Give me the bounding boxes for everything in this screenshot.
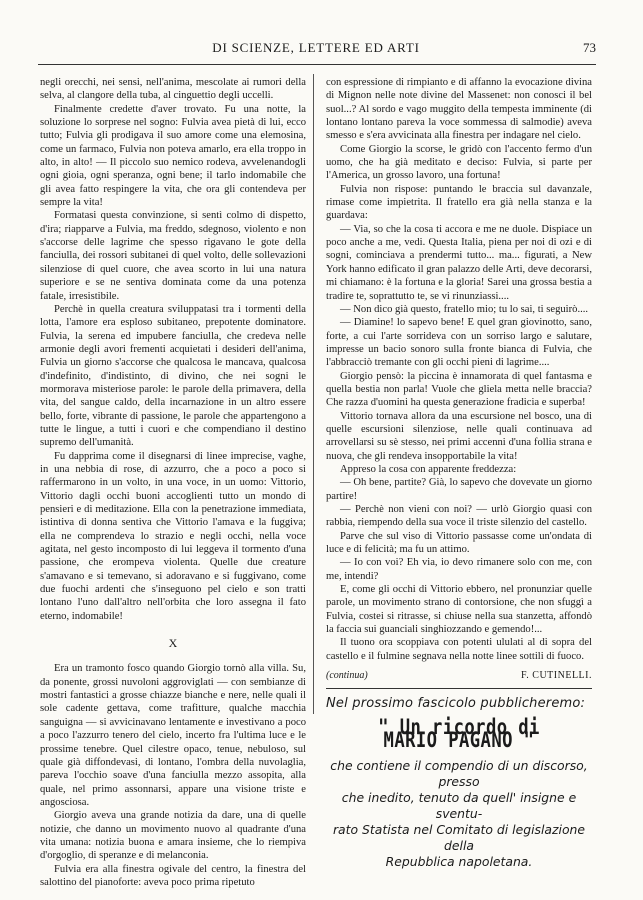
- paragraph: Il tuono ora scoppiava con potenti ululati al di sopra del castello e il fulmine segnava nella notte linee sottili di fuoco.: [326, 637, 592, 662]
- right-column: [326, 76, 592, 870]
- paragraph: Fulvia era alla finestra ogivale del centro, la finestra del salottino del pianoforte: aveva poco prima ripetuto: [40, 863, 306, 888]
- running-title: DI SCIENZE, LETTERE ED ARTI: [212, 40, 420, 55]
- paragraph: Era un tramonto fosco quando Giorgio tornò alla villa. Su, da ponente, grossi nuvoloni aggroviglati — con sembianze di mostri fantastici a grosse chiazze bianche e nere, nelle quali il sole cadente gettava, come trafitture, qualche macchia sanguigna — si avvicinavano lentamente e investivano a poco a poco l'azzurro tenero del cielo, incerto fra l'ultima luce e le prossime tenebre. Quel cilestre opaco, tenue, nebuloso, sul quale già diffondevasi, di lontano, l'ombra della nuvolaglia, pareva l'occhio soave d'una fanciulla mezzo assopita, alla quale, nel primo assonnarsi, appare una visione triste e angosciosa.: [40, 663, 306, 808]
- announcement-title: " Un ricordo di MARIO PAGANO ": [378, 714, 540, 753]
- paragraph: — Diamine! lo sapevo bene! E quel gran giovinotto, sano, forte, a cui l'arte sorrideva con un sorriso largo e salutare, impresse un bacio sonoro sulla fronte bianca di Fulvia, che l'abbracciò tremante con gli occhi pieni di lagrime....: [326, 317, 592, 369]
- paragraph: Formatasi questa convinzione, si sentì colmo di dispetto, d'ira; riapparve a Fulvia, ma freddo, sdegnoso, violento e non s'accorse delle lagrime che spesso rigavano le gote della fanciulla, dei rossori subitanei di quel volto, delle sollevazioni silenziose di quel cuore, che avea scorto in lui una natura superiore e se ne sentiva dominata come da una potenza fatale, irresistibile.: [40, 210, 306, 302]
- author-name: F. CUTINELLI.: [521, 670, 592, 682]
- announcement-line: che contiene il compendio di un discorso, presso: [330, 757, 588, 789]
- page-header: [36, 40, 596, 62]
- paragraph: — Oh bene, partite? Già, lo sapevo che dovevate un giorno partire!: [326, 477, 592, 502]
- announcement-body: [326, 758, 592, 870]
- announcement-heading: Nel prossimo fascicolo pubblicheremo:: [326, 696, 586, 712]
- paragraph: Fu dapprima come il disegnarsi di linee imprecise, vaghe, in una nebbia di rose, di azzurro, che a poco a poco si raffermarono in un volto, in una voce, in un uomo: Vittorio, Vittorio dagli occhi buoni accoglienti tutto un mondo di pensieri e di meditazione. Ella con la penetrazione immediata, istintiva di donna sentiva che Vittorio l'amava e la fuggiva; ella ne comprendeva lo strazio e negli occhi, nella voce agitata, nel gesto incomposto di lui leggeva il tormento d'una passione, che erompeva violenta. Quelle due creature s'amavano e si temevano, si adoravano e si fuggivano, come due fuochi ardenti che s'inseguono pel cielo e son tratti lontano l'uno dall'altro nell'orbita che loro assegna il fato eterno, indomabile!: [40, 450, 306, 622]
- section-number: X: [168, 636, 178, 651]
- paragraph: — Via, so che la cosa ti accora e me ne duole. Dispiace un poco anche a me, vedi. Questa Italia, piena per noi di ozi e di sogni, cominciava a prendermi tutto... ma... figurati, a New York hanno edificato il gran palazzo delle Arti, deve decorarsi, mi chiamano: è la fortuna e la gloria! Sarei una grossa bestia a tradire te, soprattutto te, se vi rinunziassi....: [326, 223, 592, 302]
- paragraph: Giorgio aveva una grande notizia da dare, una di quelle notizie, che danno un movimento nuovo al quadrante d'una vita umana: notizia buona e amara insieme, che lo riempiva d'orgoglio, di speranze e di melanconia.: [40, 810, 306, 862]
- paragraph: Parve che sul viso di Vittorio passasse come un'ondata di luce e di felicità; ma fu un attimo.: [326, 530, 592, 556]
- announcement-line: che inedito, tenuto da quell' insigne e sventu-: [341, 789, 577, 821]
- announcement-line: Repubblica napoletana.: [385, 853, 533, 869]
- paragraph: Vittorio tornava allora da una escursione nel bosco, una di quelle escursioni silenziose, nelle quali continuava ad arrovellarsi su sè stesso, nei primi accenni d'una follia strana e nuova, che gli rendeva insopportabile la vita!: [326, 410, 592, 462]
- announcement-line: rato Statista nel Comitato di legislazione della: [332, 821, 586, 853]
- paragraph: Fulvia non rispose: puntando le braccia sul davanzale, rimase come impietrita. Il fratello era già nella stanza e la guardava:: [326, 183, 592, 222]
- paragraph: Appreso la cosa con apparente freddezza:: [340, 463, 517, 475]
- paragraph: — Perchè non vieni con noi? — urlò Giorgio quasi con rabbia, riempendo della sua voce il triste silenzio del castello.: [326, 504, 592, 529]
- paragraph: — Io con voi? Eh via, io devo rimanere solo con me, con me, intendi?: [326, 557, 592, 582]
- paragraph: negli orecchi, nei sensi, nell'anima, mescolate ai rumori della selva, al clangore della tuba, al cinguettio degli uccelli.: [40, 77, 306, 102]
- paragraph: Finalmente credette d'aver trovato. Fu una notte, la soluzione lo sorprese nel sogno: Fulvia avea pietà di lui, ecco tutto; Fulvia gli prodigava il suo amore come una elemosina, come un farmaco, Fulvia non poteva amarlo, era ella troppo in alto, in alto! — Il piccolo suo nemico rodeva, avvelenandogli ogni gioia, ogni speranza, ogni bene; il tarlo indomabile che gli avea fatto respingere la vita, che ora gli contendeva per sempre la vita!: [40, 103, 306, 209]
- header-rule: [38, 64, 596, 65]
- announcement-rule: [326, 688, 592, 689]
- paragraph: — Non dico già questo, fratello mio; tu lo sai, ti seguirò....: [340, 303, 589, 315]
- paragraph: E, come gli occhi di Vittorio ebbero, nel pronunziar quelle parole, un movimento strano di contorsione, che non sfuggì a Fulvia, costei si ritrasse, si chiuse nella sua stanzetta, affondò la faccia sui guanciali singhiozzando e gemendo!...: [326, 584, 592, 636]
- column-divider: [313, 74, 314, 714]
- left-column: [40, 76, 306, 889]
- continued-note: (continua): [326, 670, 368, 682]
- paragraph: Perchè in quella creatura sviluppatasi tra i tormenti della lotta, l'amore era esploso subitaneo, prepotente dominatore. Fulvia, la serena ed impubere fanciulla, che credeva nelle armonie degli avori frementi acquietati i desideri dell'anima, Fulvia un giorno s'accorse che qualcosa le mancava, qualcosa d'indefinito, d'indistinto, di divino, che nei sogni le mormorava misteriose parole: le parole della primavera, della vita, del sangue caldo, della incarnazione in un altro essere bello, forte, vibrante di passione, le parole che appartengono a tutte le lingue, a tutti i cuori e che compendiano il destino supremo dell'umanità.: [40, 303, 306, 449]
- page-number: 73: [583, 40, 596, 55]
- paragraph: Giorgio pensò: la piccina è innamorata di quel fantasma e quella bestia non parla! Vuole che gliela metta nelle braccia? Che razza d'uomini ha questa generazione fradicia e superba!: [326, 370, 592, 409]
- signature-line: [326, 669, 592, 682]
- paragraph: con espressione di rimpianto e di affanno la evocazione divina di Mignon nelle note divine del Massenet: non conosci il bel suol...? Al sordo e vago muggito della tempesta imminente (di lontano lontano pareva la voce sommessa di salmodie) aveva smesso e s'era avvicinata alla finestra per indagare nel cielo.: [326, 77, 592, 142]
- paragraph: Come Giorgio la scorse, le gridò con l'accento fermo d'un uomo, che ha già meditato e deciso: Fulvia, si parte per l'America, un grosso lavoro, una fortuna!: [326, 143, 592, 182]
